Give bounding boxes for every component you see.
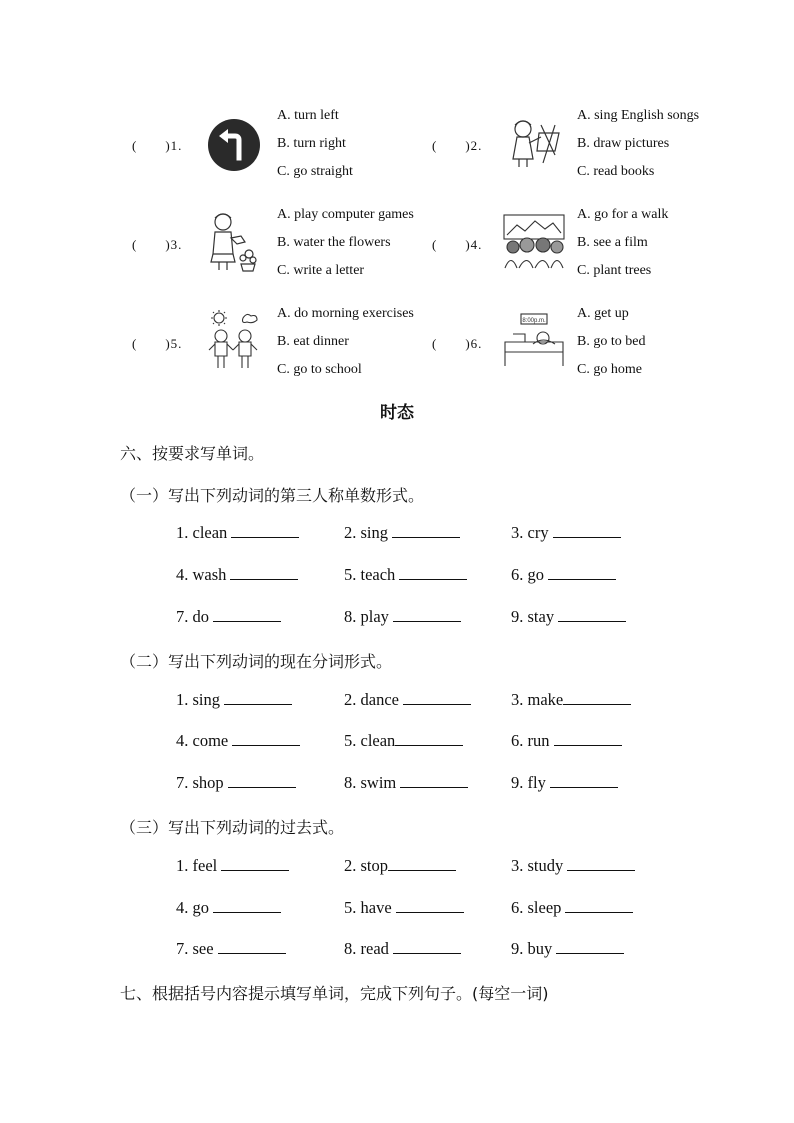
- answer-blank[interactable]: [399, 565, 467, 580]
- part-2-heading: （二）写出下列动词的现在分词形式。: [120, 652, 393, 671]
- exercise-item: 2. sing: [344, 523, 460, 543]
- section-title: 时态: [380, 403, 414, 423]
- exercise-item: 1. sing: [176, 690, 292, 710]
- option[interactable]: B. eat dinner: [277, 334, 349, 349]
- exercise-item: 1. clean: [176, 523, 299, 543]
- option[interactable]: B. turn right: [277, 136, 346, 151]
- answer-blank[interactable]: [567, 856, 635, 871]
- exercise-item: 1. feel: [176, 856, 289, 876]
- answer-blank[interactable]: [221, 856, 289, 871]
- exercise-item: 8. swim: [344, 773, 468, 793]
- turn-left-sign-icon: [207, 118, 261, 172]
- answer-blank[interactable]: [388, 856, 456, 871]
- answer-blank[interactable]: [232, 731, 300, 746]
- option[interactable]: C. go straight: [277, 164, 353, 179]
- answer-blank[interactable]: [403, 690, 471, 705]
- exercise-item: 4. go: [176, 898, 281, 918]
- answer-blank[interactable]: [565, 898, 633, 913]
- answer-blank[interactable]: [393, 939, 461, 954]
- cinema-audience-icon: [503, 213, 565, 269]
- answer-blank[interactable]: [393, 607, 461, 622]
- answer-paren[interactable]: ( )5.: [132, 336, 183, 351]
- option[interactable]: B. water the flowers: [277, 235, 391, 250]
- option[interactable]: B. see a film: [577, 235, 648, 250]
- exercise-item: 9. buy: [511, 939, 624, 959]
- exercise-item: 9. fly: [511, 773, 618, 793]
- exercise-item: 2. stop: [344, 856, 456, 876]
- exercise-item: 6. run: [511, 731, 622, 751]
- answer-blank[interactable]: [553, 523, 621, 538]
- answer-blank[interactable]: [396, 898, 464, 913]
- answer-blank[interactable]: [392, 523, 460, 538]
- section-6-heading: 六、按要求写单词。: [120, 444, 265, 463]
- exercise-item: 7. see: [176, 939, 286, 959]
- answer-paren[interactable]: ( )4.: [432, 237, 483, 252]
- kids-morning-exercise-icon: [207, 310, 261, 372]
- exercise-item: 5. teach: [344, 565, 467, 585]
- answer-blank[interactable]: [550, 773, 618, 788]
- option[interactable]: A. sing English songs: [577, 108, 700, 123]
- girl-watering-flowers-icon: [207, 210, 259, 272]
- part-3-heading: （三）写出下列动词的过去式。: [120, 818, 345, 837]
- exercise-item: 3. make: [511, 690, 631, 710]
- answer-paren[interactable]: ( )3.: [132, 237, 183, 252]
- exercise-item: 4. wash: [176, 565, 298, 585]
- answer-blank[interactable]: [563, 690, 631, 705]
- answer-blank[interactable]: [218, 939, 286, 954]
- exercise-item: 7. shop: [176, 773, 296, 793]
- answer-blank[interactable]: [548, 565, 616, 580]
- part-1-heading: （一）写出下列动词的第三人称单数形式。: [120, 486, 425, 505]
- exercise-item: 3. cry: [511, 523, 621, 543]
- answer-blank[interactable]: [554, 731, 622, 746]
- answer-paren[interactable]: ( )2.: [432, 138, 483, 153]
- option[interactable]: C. read books: [577, 164, 655, 179]
- exercise-item: 5. clean: [344, 731, 463, 751]
- answer-blank[interactable]: [231, 523, 299, 538]
- answer-blank[interactable]: [400, 773, 468, 788]
- option[interactable]: C. write a letter: [277, 263, 365, 278]
- option[interactable]: C. plant trees: [577, 263, 652, 278]
- option-list: [277, 300, 414, 384]
- option[interactable]: B. draw pictures: [577, 136, 670, 151]
- answer-paren[interactable]: ( )6.: [432, 336, 483, 351]
- girl-painting-icon: [505, 115, 563, 170]
- option-list: [577, 300, 645, 384]
- exercise-item: 8. play: [344, 607, 461, 627]
- answer-blank[interactable]: [213, 607, 281, 622]
- section-7-heading: 七、根据括号内容提示填写单词，完成下列句子。(每空一词): [120, 984, 549, 1003]
- answer-blank[interactable]: [228, 773, 296, 788]
- answer-blank[interactable]: [556, 939, 624, 954]
- option[interactable]: A. go for a walk: [577, 207, 669, 222]
- option[interactable]: A. turn left: [277, 108, 339, 123]
- exercise-item: 6. sleep: [511, 898, 633, 918]
- option-list: [577, 102, 699, 186]
- option-list: [277, 201, 414, 285]
- answer-paren[interactable]: ( )1.: [132, 138, 183, 153]
- option-list: [277, 102, 353, 186]
- exercise-item: 4. come: [176, 731, 300, 751]
- exercise-item: 5. have: [344, 898, 464, 918]
- answer-blank[interactable]: [230, 565, 298, 580]
- option[interactable]: A. get up: [577, 306, 629, 321]
- option[interactable]: C. go to school: [277, 362, 362, 377]
- option-list: [577, 201, 668, 285]
- child-in-bed-clock-icon: [503, 312, 565, 368]
- option[interactable]: B. go to bed: [577, 334, 646, 349]
- exercise-item: 9. stay: [511, 607, 626, 627]
- answer-blank[interactable]: [224, 690, 292, 705]
- option[interactable]: A. do morning exercises: [277, 306, 414, 321]
- exercise-item: 7. do: [176, 607, 281, 627]
- exercise-item: 3. study: [511, 856, 635, 876]
- clock-readout: 8:00p.m.: [522, 318, 546, 324]
- answer-blank[interactable]: [395, 731, 463, 746]
- exercise-item: 6. go: [511, 565, 616, 585]
- option[interactable]: A. play computer games: [277, 207, 414, 222]
- option[interactable]: C. go home: [577, 362, 642, 377]
- exercise-item: 8. read: [344, 939, 461, 959]
- exercise-item: 2. dance: [344, 690, 471, 710]
- answer-blank[interactable]: [213, 898, 281, 913]
- answer-blank[interactable]: [558, 607, 626, 622]
